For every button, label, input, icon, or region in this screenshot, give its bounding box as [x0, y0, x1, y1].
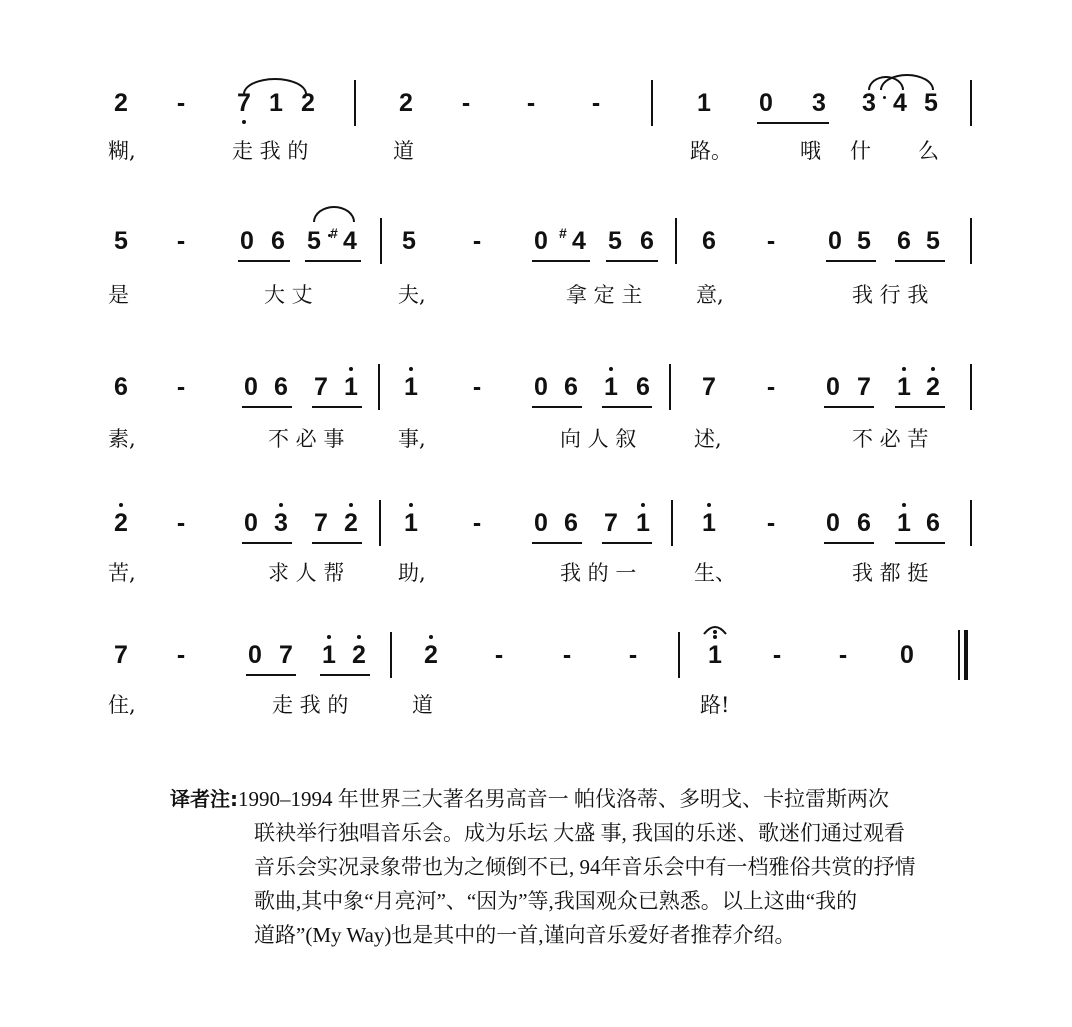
- lyric: 道: [393, 139, 414, 163]
- note: 0: [248, 641, 262, 669]
- lyric: 大 丈: [264, 283, 313, 307]
- lyric: 事,: [398, 427, 426, 451]
- note-dash: -: [628, 641, 638, 669]
- note: 1: [318, 640, 340, 670]
- note: 6: [897, 227, 911, 255]
- lyric: 住,: [108, 693, 136, 717]
- beam: [305, 260, 361, 262]
- lyric: 述,: [694, 427, 722, 451]
- translator-note-line-3: 音乐会实况录象带也为之倾倒不已, 94年音乐会中有一档雅俗共赏的抒情: [254, 855, 916, 879]
- note-sharp: # 4: [559, 225, 586, 255]
- note-dash: -: [766, 509, 776, 537]
- note: 5: [303, 226, 325, 256]
- note: 0: [534, 509, 548, 537]
- note: 3: [270, 508, 292, 538]
- beam: [532, 542, 582, 544]
- note: 0: [534, 373, 548, 401]
- note-dash: -: [176, 89, 186, 117]
- note: 7: [702, 373, 716, 401]
- fermata-icon: [702, 622, 728, 636]
- barline: [390, 632, 392, 678]
- note: 6: [274, 373, 288, 401]
- lyric: 我 的 一: [560, 561, 637, 585]
- final-barline-thick: [964, 630, 968, 680]
- note: 7: [314, 509, 328, 537]
- note-dash: -: [461, 89, 471, 117]
- note: 5: [114, 227, 128, 255]
- score-row-5: [0, 640, 1072, 770]
- note: 1: [697, 89, 711, 117]
- note-sharp: # 4: [330, 225, 357, 255]
- note: 0: [244, 509, 258, 537]
- note: 5: [857, 227, 871, 255]
- barline: [379, 500, 381, 546]
- lyric: 生、: [694, 561, 736, 585]
- note: 2: [114, 89, 128, 117]
- note: 2: [420, 640, 442, 670]
- barline: [675, 218, 677, 264]
- note: 2: [348, 640, 370, 670]
- score-row-4: [0, 508, 1072, 638]
- lyric: 拿 定 主: [566, 283, 643, 307]
- barline: [671, 500, 673, 546]
- note-dash: -: [766, 373, 776, 401]
- lyric: 什: [850, 139, 871, 163]
- note: 5: [608, 227, 622, 255]
- score-row-2: [0, 226, 1072, 356]
- note: 2: [399, 89, 413, 117]
- note: 6: [114, 373, 128, 401]
- note: 1: [600, 372, 622, 402]
- translator-note: [170, 782, 970, 952]
- note: 6: [926, 509, 940, 537]
- note: 5: [402, 227, 416, 255]
- lyric: 不 必 事: [268, 427, 345, 451]
- beam: [532, 406, 582, 408]
- lyric: 向 人 叙: [560, 427, 637, 451]
- note: 1: [400, 508, 422, 538]
- note: 0: [900, 641, 914, 669]
- note: 7: [857, 373, 871, 401]
- note: 0: [826, 373, 840, 401]
- note: 6: [636, 373, 650, 401]
- beam: [606, 260, 658, 262]
- note: 2: [340, 508, 362, 538]
- note: 0: [534, 227, 548, 255]
- barline: [970, 80, 972, 126]
- note: 7: [114, 641, 128, 669]
- barline: [651, 80, 653, 126]
- beam: [312, 542, 362, 544]
- note-dash: -: [772, 641, 782, 669]
- note-dash: -: [562, 641, 572, 669]
- translator-note-line-2: 联袂举行独唱音乐会。成为乐坛 大盛 事, 我国的乐迷、歌迷们通过观看: [254, 821, 905, 845]
- beam: [895, 260, 945, 262]
- barline: [378, 364, 380, 410]
- final-barline-thin: [958, 630, 960, 680]
- lyric: 走 我 的: [272, 693, 349, 717]
- lyric: 我 都 挺: [852, 561, 929, 585]
- note-dash: -: [494, 641, 504, 669]
- lyric: 不 必 苦: [852, 427, 929, 451]
- note: 0: [759, 89, 773, 117]
- lyric: 走 我 的: [232, 139, 309, 163]
- beam: [824, 406, 874, 408]
- beam: [826, 260, 876, 262]
- barline: [669, 364, 671, 410]
- barline: [678, 632, 680, 678]
- note: 2: [301, 89, 315, 117]
- note: 5: [924, 89, 938, 117]
- lyric: 道: [412, 693, 433, 717]
- note-dash: -: [526, 89, 536, 117]
- note-dash: -: [766, 227, 776, 255]
- note: 6: [640, 227, 654, 255]
- note: 0: [244, 373, 258, 401]
- lyric: 我 行 我: [852, 283, 929, 307]
- beam: [757, 122, 829, 124]
- lyric: 路!: [700, 693, 730, 717]
- lyric: 糊,: [108, 139, 136, 163]
- lyric: 哦: [800, 139, 821, 163]
- note: 6: [857, 509, 871, 537]
- note-dash: -: [472, 373, 482, 401]
- note: 1: [704, 640, 726, 670]
- barline: [970, 500, 972, 546]
- note: 1: [893, 508, 915, 538]
- slur: [243, 78, 307, 94]
- note: 6: [564, 509, 578, 537]
- note: 3: [812, 89, 826, 117]
- note-dash: -: [591, 89, 601, 117]
- lyric: 素,: [108, 427, 136, 451]
- note-dash: -: [176, 641, 186, 669]
- barline: [354, 80, 356, 126]
- note-text: 1990–1994 年世界三大著名男高音一 帕伐洛蒂、多明戈、卡拉雷斯两次: [238, 787, 889, 811]
- beam: [320, 674, 370, 676]
- note: 3: [858, 88, 880, 118]
- note-dash: -: [176, 227, 186, 255]
- translator-note-line-4: 歌曲,其中象“月亮河”、“因为”等,我国观众已熟悉。以上这曲“我的: [254, 889, 858, 913]
- barline: [380, 218, 382, 264]
- note-dash: -: [838, 641, 848, 669]
- score-row-1: [0, 88, 1072, 218]
- beam: [602, 406, 652, 408]
- note: 2: [110, 508, 132, 538]
- lyric: 是: [108, 283, 129, 307]
- lyric: 夫,: [398, 283, 426, 307]
- beam: [242, 542, 292, 544]
- barline: [970, 218, 972, 264]
- note: 1: [340, 372, 362, 402]
- beam: [238, 260, 290, 262]
- note-dash: -: [176, 373, 186, 401]
- lyric: 路。: [690, 139, 732, 163]
- note: 2: [922, 372, 944, 402]
- note: 6: [271, 227, 285, 255]
- lyric: 助,: [398, 561, 426, 585]
- note: 4: [893, 89, 907, 117]
- note: 1: [632, 508, 654, 538]
- note: 1: [400, 372, 422, 402]
- beam: [824, 542, 874, 544]
- lyric: 么: [918, 139, 939, 163]
- note: 5: [926, 227, 940, 255]
- note: 0: [240, 227, 254, 255]
- note: 0: [828, 227, 842, 255]
- beam: [602, 542, 652, 544]
- barline: [970, 364, 972, 410]
- beam: [246, 674, 296, 676]
- beam: [895, 542, 945, 544]
- note: 7: [233, 88, 255, 118]
- score-row-3: [0, 372, 1072, 502]
- note: 7: [314, 373, 328, 401]
- note-dash: -: [472, 509, 482, 537]
- lyric: 求 人 帮: [268, 561, 345, 585]
- beam: [895, 406, 945, 408]
- beam: [312, 406, 362, 408]
- note-dash: -: [472, 227, 482, 255]
- note: 7: [604, 509, 618, 537]
- translator-note-label: 译者注:: [170, 787, 238, 811]
- note-dash: -: [176, 509, 186, 537]
- translator-note-line-5: 道路”(My Way)也是其中的一首,谨向音乐爱好者推荐介绍。: [254, 923, 796, 947]
- lyric: 苦,: [108, 561, 136, 585]
- lyric: 意,: [696, 283, 724, 307]
- note: 6: [564, 373, 578, 401]
- beam: [242, 406, 292, 408]
- note: 7: [279, 641, 293, 669]
- note: 6: [702, 227, 716, 255]
- note: 1: [698, 508, 720, 538]
- beam: [532, 260, 590, 262]
- note: 1: [269, 89, 283, 117]
- note: 0: [826, 509, 840, 537]
- translator-note-line-1: [170, 782, 970, 816]
- note: 1: [893, 372, 915, 402]
